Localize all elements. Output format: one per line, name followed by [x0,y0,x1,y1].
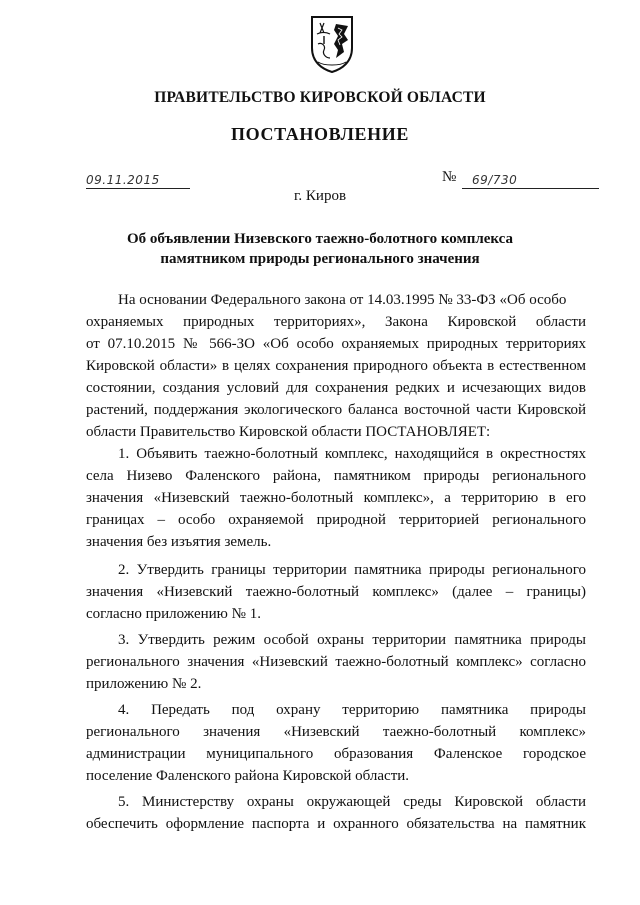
document-type: ПОСТАНОВЛЕНИЕ [231,124,409,144]
number-value: 69/730 [472,173,518,187]
body-line: На основании Федерального закона от 14.03.1995 № 33-ФЗ «Об особо [118,292,567,308]
subject-heading [0,229,640,269]
body-line: значения «Низевский таежно-болотный комплекс», а территорию в его [86,490,586,506]
body-line: села Низево Фаленского района, памятником природы регионального [86,468,586,484]
body-line: границах – особо охраняемой природной территорией регионального [86,512,586,528]
body-line: обеспечить оформление паспорта и охранного обязательства на памятник [86,816,586,832]
body-line: 4. Передать под охрану территорию памятника природы [118,702,586,718]
body-line: 3. Утвердить режим особой охраны территории памятника природы [118,632,586,648]
body-line: 2. Утвердить границы территории памятника природы регионального [118,562,586,578]
body-line: согласно приложению № 1. [86,606,261,622]
number-field [462,168,599,189]
body-line: области Правительство Кировской области ПОСТАНОВЛЯЕТ: [86,424,491,440]
body-line: от 07.10.2015 № 566-ЗО «Об особо охраняемых природных территориях [86,336,586,352]
city: г. Киров [293,188,347,204]
subject-line: памятником природы регионального значения [160,251,480,267]
date-value: 09.11.2015 [86,173,160,187]
subject-line: Об объявлении Низевского таежно-болотного комплекса [126,231,514,247]
body-line: регионального значения «Низевский таежно-болотный комплекс» [86,724,586,740]
body-line: приложению № 2. [86,676,202,692]
body-line: значения «Низевский таежно-болотный комплекс» (далее – границы) [86,584,586,600]
body-line: поселение Фаленского района Кировской области. [86,768,410,784]
body-line: регионального значения «Низевский таежно-болотный комплекс» согласно [86,654,586,670]
body-line: охраняемых природных территориях», Закона Кировской области [86,314,586,330]
number-label: № [442,169,457,185]
body-line: 5. Министерству охраны окружающей среды Кировской области [118,794,586,810]
body-line: Кировской области» в целях сохранения природного объекта в естественном [86,358,586,374]
body-line: 1. Объявить таежно-болотный комплекс, находящийся в окрестностях [118,446,586,462]
body-line: состоянии, создания условий для сохранения редких и исчезающих видов [86,380,586,396]
body-line: растений, поддержания экологического баланса восточной части Кировской [86,402,586,418]
government-title: ПРАВИТЕЛЬСТВО КИРОВСКОЙ ОБЛАСТИ [154,89,486,106]
date-field [86,168,190,189]
body-line: администрации муниципального образования Фаленское городское [86,746,586,762]
body-line: значения без изъятия земель. [86,534,272,550]
coat-of-arms-icon [308,14,356,74]
